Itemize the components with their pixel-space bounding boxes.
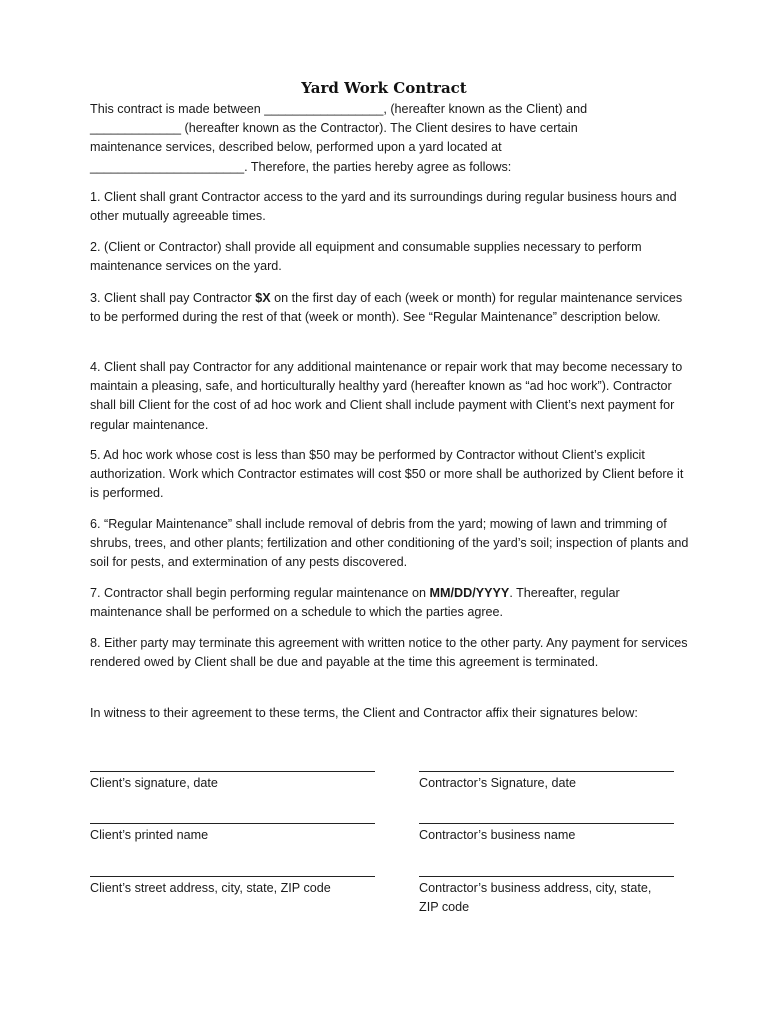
start-date: MM/DD/YYYY — [429, 586, 510, 600]
client-name-label: Client’s printed name — [90, 828, 209, 842]
clause-6: 6. “Regular Maintenance” shall include removal of debris from the yard; mowing of lawn and trimming of shrubs, trees, and other plants; fertilization and other conditioning of the yard’s soil; inspection of plants and soil for pests, and extermination of any pests discovered. — [90, 517, 689, 570]
clause-2: 2. (Client or Contractor) shall provide all equipment and consumable supplies necessary to perform maintenance services on the yard. — [90, 240, 642, 274]
clause-1: 1. Client shall grant Contractor access to the yard and its surroundings during regular business hours and other mutually agreeable times. — [90, 190, 677, 224]
intro-line-2: _____________ (hereafter known as the Contractor). The Client desires to have certain — [90, 121, 578, 136]
contractor-signature-line[interactable] — [419, 771, 674, 772]
intro-line-3: maintenance services, described below, performed upon a yard located at — [90, 140, 502, 155]
client-signature-line[interactable] — [90, 771, 375, 772]
contractor-business-name-label: Contractor’s business name — [419, 828, 576, 842]
clause-7-text-end: . Thereafter, regular maintenance shall be performed on a schedule to which the parties agree. — [90, 586, 620, 620]
clause-7-text-start: 7. Contractor shall begin performing regular maintenance on — [90, 586, 430, 600]
intro-paragraph — [90, 100, 690, 177]
client-signature-label: Client’s signature, date — [90, 776, 218, 790]
contractor-business-name-line[interactable] — [419, 823, 674, 824]
contractor-signature-label: Contractor’s Signature, date — [419, 776, 577, 790]
witness-paragraph: In witness to their agreement to these terms, the Client and Contractor affix their signatures below: — [90, 706, 638, 720]
clause-3 — [90, 289, 690, 327]
clause-7 — [90, 584, 690, 622]
contractor-address-label: Contractor’s business address, city, state, ZIP code — [419, 881, 652, 915]
intro-line-1: This contract is made between _________________, (hereafter known as the Client) and — [90, 102, 588, 116]
clause-3-text-end: on the first day of each (week or month) for regular maintenance services to be performed during the rest of that (week or month). See “Regular Maintenance” description below. — [90, 291, 683, 325]
client-address-line[interactable] — [90, 876, 375, 877]
client-name-line[interactable] — [90, 823, 375, 824]
clause-5: 5. Ad hoc work whose cost is less than $50 may be performed by Contractor without Client’s explicit authorization. Work which Contractor estimates will cost $50 or more shall be authorized by Client before it is performed. — [90, 448, 684, 501]
intro-line-4: ______________________. Therefore, the parties hereby agree as follows: — [90, 159, 512, 174]
clause-4: 4. Client shall pay Contractor for any additional maintenance or repair work that may become necessary to maintain a pleasing, safe, and horticulturally healthy yard (hereafter known as “ad hoc work”). Contractor shall bill Client for the cost of ad hoc work and Client shall include payment with Client’s next payment for regular maintenance. — [90, 360, 683, 432]
clause-8: 8. Either party may terminate this agreement with written notice to the other party. Any payment for services rendered owed by Client shall be due and payable at the time this agreement is terminated. — [90, 636, 688, 670]
client-address-label: Client’s street address, city, state, ZIP code — [90, 881, 331, 895]
clause-3-text-start: 3. Client shall pay Contractor — [90, 291, 256, 305]
payment-amount: $X — [255, 291, 271, 305]
document-title: Yard Work Contract — [301, 79, 467, 97]
contractor-address-line[interactable] — [419, 876, 674, 877]
